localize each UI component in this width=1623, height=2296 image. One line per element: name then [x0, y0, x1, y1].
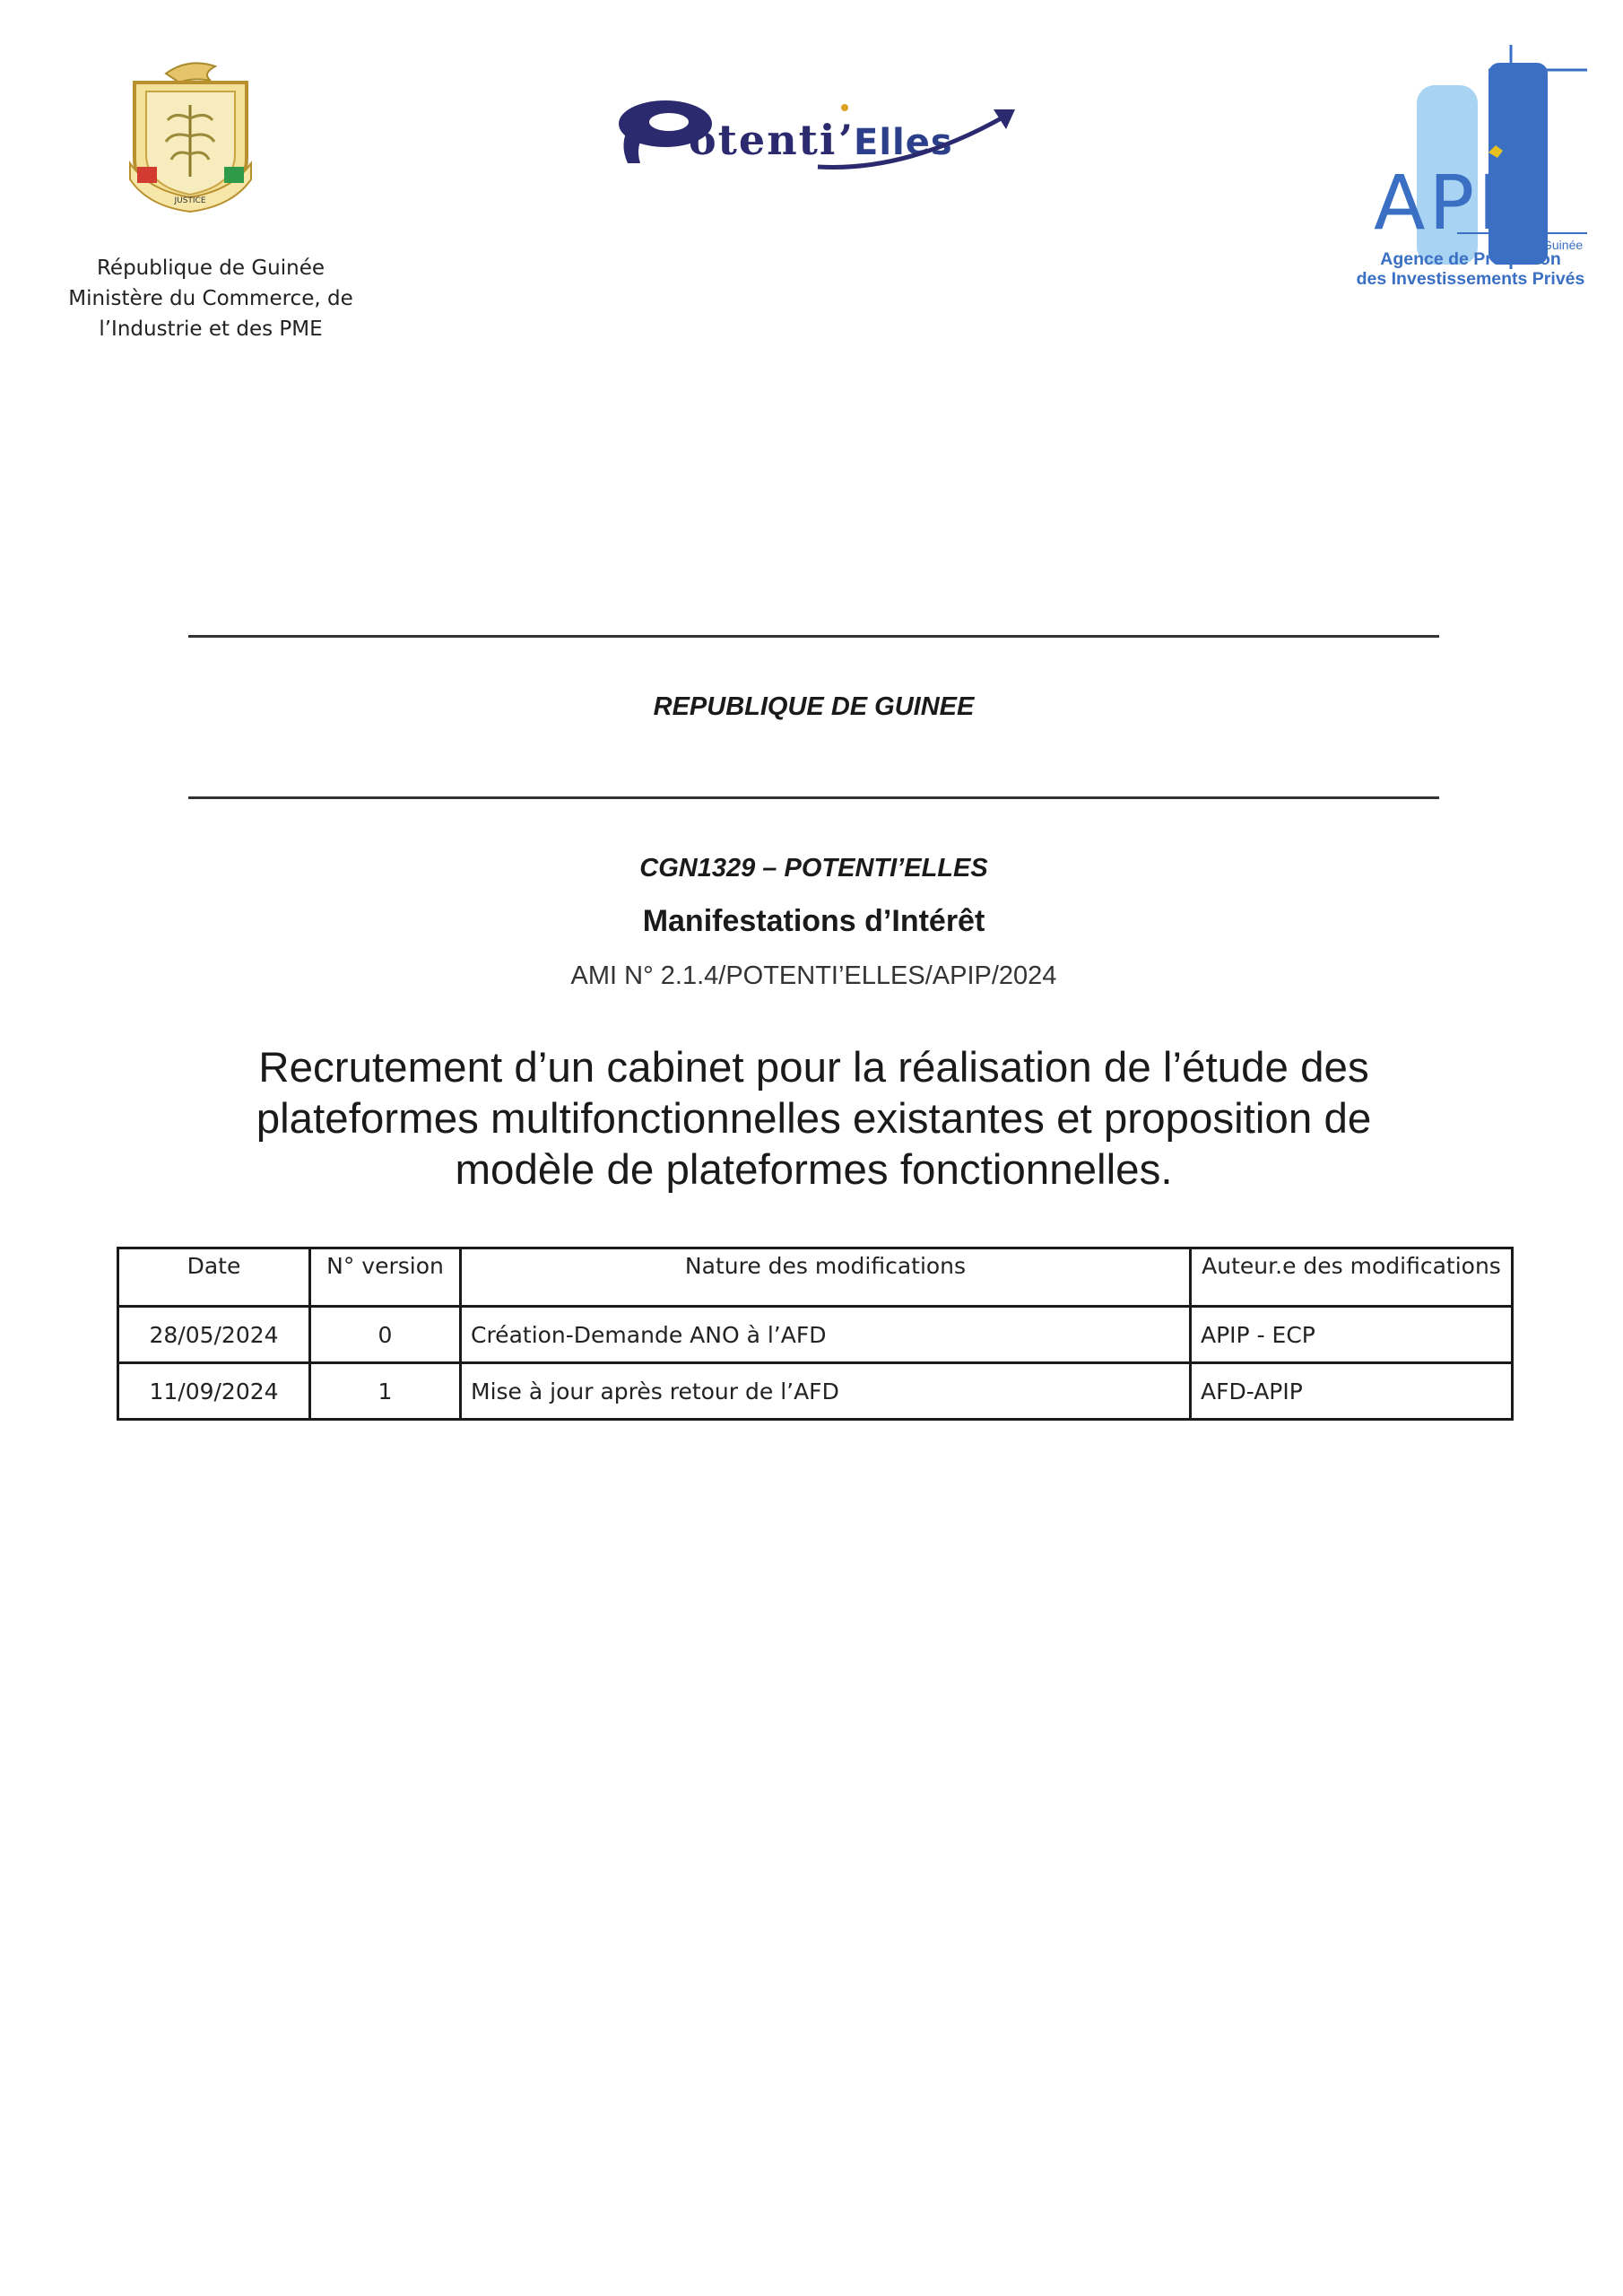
table-row: [118, 1363, 1513, 1420]
cell-date: 11/09/2024: [118, 1363, 310, 1420]
table-header-row: [118, 1248, 1513, 1307]
document-type: Manifestations d’Intérêt: [642, 904, 985, 938]
ministry-line: Ministère du Commerce, de: [68, 287, 353, 310]
page-title: [135, 1042, 1493, 1196]
title-line: Recrutement d’un cabinet pour la réalisation de l’étude des: [258, 1044, 1369, 1091]
apip-tagline-line: des Investissements Privés: [1356, 269, 1585, 289]
apip-country-label: Guinée: [1542, 238, 1584, 252]
ministry-line: République de Guinée: [96, 257, 325, 280]
cell-author: APIP - ECP: [1191, 1307, 1513, 1363]
revision-table: [117, 1247, 1514, 1421]
svg-text:JUSTICE: JUSTICE: [174, 196, 206, 205]
title-line: plateformes multifonctionnelles existantes et proposition de: [256, 1095, 1372, 1143]
column-header-version: N° version: [310, 1248, 461, 1307]
column-header-nature: Nature des modifications: [461, 1248, 1191, 1307]
cell-nature: Mise à jour après retour de l’AFD: [461, 1363, 1191, 1420]
cell-version: 1: [310, 1363, 461, 1420]
guinea-coat-of-arms-icon: [112, 56, 269, 213]
svg-text:otenti: otenti: [689, 116, 838, 164]
cell-date: 28/05/2024: [118, 1307, 310, 1363]
svg-text:Elles: Elles: [854, 122, 953, 163]
svg-text:APIP: APIP: [1374, 159, 1553, 247]
potentielles-logo: [610, 90, 1022, 175]
project-code: CGN1329 – POTENTI’ELLES: [639, 854, 988, 883]
apip-tagline-line: Agence de Promotion: [1380, 249, 1561, 269]
cell-version: 0: [310, 1307, 461, 1363]
ministry-line: l’Industrie et des PME: [99, 317, 323, 341]
column-header-author: Auteur.e des modifications: [1191, 1248, 1513, 1307]
table-row: [118, 1307, 1513, 1363]
ministry-header: [54, 253, 368, 344]
title-line: modèle de plateformes fonctionnelles.: [455, 1146, 1173, 1194]
svg-text:’: ’: [838, 116, 854, 164]
divider: [188, 635, 1439, 638]
column-header-date: Date: [118, 1248, 310, 1307]
country-heading: REPUBLIQUE DE GUINEE: [653, 692, 975, 721]
cell-nature: Création-Demande ANO à l’AFD: [461, 1307, 1191, 1363]
apip-tagline: [1336, 249, 1605, 289]
ami-reference: AMI N° 2.1.4/POTENTI’ELLES/APIP/2024: [570, 961, 1057, 990]
cell-author: AFD-APIP: [1191, 1363, 1513, 1420]
divider: [188, 796, 1439, 799]
